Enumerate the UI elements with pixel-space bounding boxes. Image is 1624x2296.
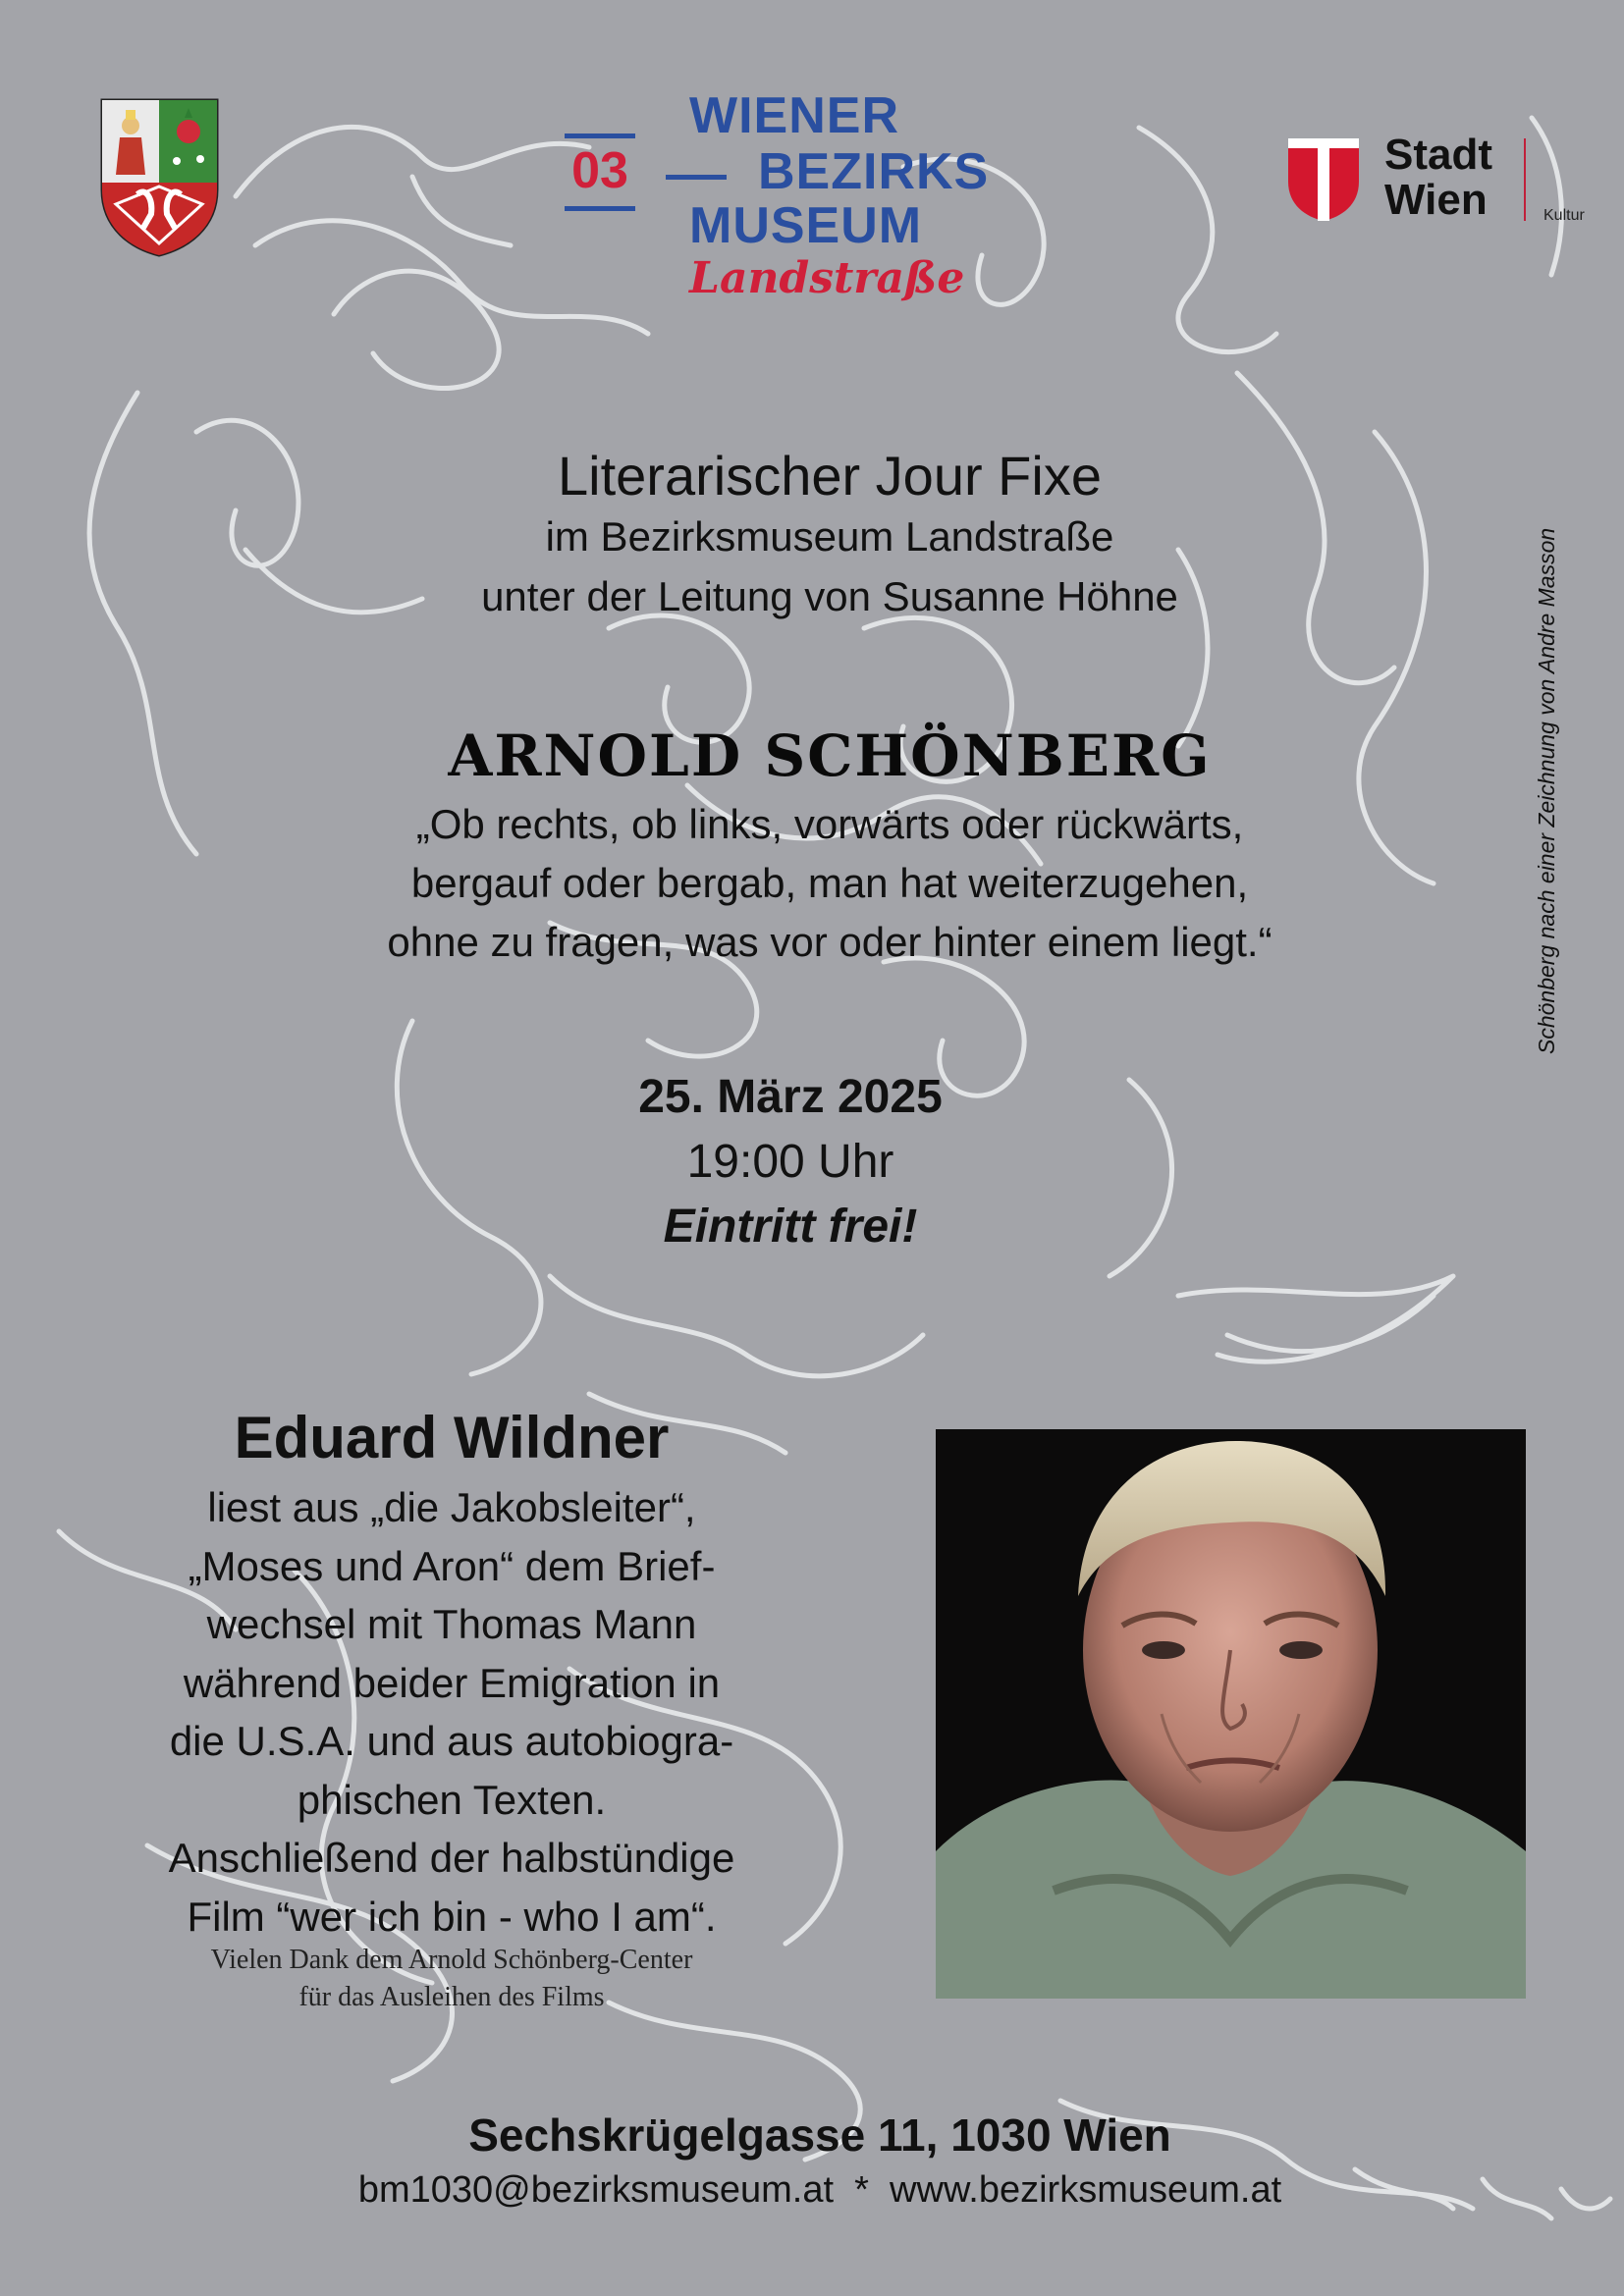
reader-line: Film “wer ich bin - who I am“. [187,1893,717,1940]
event-subject: ARNOLD SCHÖNBERG [448,722,1212,789]
quote-line: ohne zu fragen, was vor oder hinter einem liegt.“ [387,919,1272,965]
stadt-wien-logo [1286,133,1610,231]
event-subtitle-host: unter der Leitung von Susanne Höhne [481,573,1178,619]
quote-line: „Ob rechts, ob links, vorwärts oder rückwärts, [415,801,1244,847]
reader-description [98,1478,805,1946]
reader-line: die U.S.A. und aus autobiogra- [169,1718,734,1764]
event-date: 25. März 2025 [638,1071,943,1123]
event-entry-free: Eintritt frei! [663,1201,918,1253]
address: Sechskrügelgasse 11, 1030 Wien [468,2109,1171,2161]
reader-line: „Moses und Aron“ dem Brief- [188,1542,716,1589]
reader-line: Anschließend der halbstündige [168,1835,735,1881]
reader-line: während beider Emigration in [183,1659,721,1706]
bezirksmuseum-logo [560,87,1011,306]
event-time: 19:00 Uhr [686,1136,894,1188]
thanks-line: für das Ausleihen des Films [298,1982,605,2012]
schoenberg-quote [0,795,1624,972]
reader-line: liest aus „die Jakobsleiter“, [207,1484,696,1530]
event-subtitle-location: im Bezirksmuseum Landstraße [545,513,1114,560]
illustration-credit: Schönberg nach einer Zeichnung von Andre Masson [1534,527,1559,1054]
reader-line: wechsel mit Thomas Mann [206,1601,697,1647]
quote-line: bergauf oder bergab, man hat weiterzugehen, [410,860,1249,906]
museum-district-number: 03 [571,142,628,199]
wien-shield-icon [1286,136,1361,223]
museum-word-wiener: WIENER [689,87,899,144]
thanks-line: Vielen Dank dem Arnold Schönberg-Center [210,1945,693,1975]
museum-word-landstrasse: Landstraße [689,253,965,303]
stadt-wien-line2: Wien [1384,176,1488,224]
museum-word-museum: MUSEUM [689,197,923,254]
museum-word-bezirks: BEZIRKS [758,143,990,200]
stadt-wien-kultur: Kultur [1543,207,1585,224]
reader-name: Eduard Wildner [234,1405,670,1470]
contact-email-website: bm1030@bezirksmuseum.at * www.bezirksmuseum.at [357,2169,1282,2211]
reader-line: phischen Texten. [297,1776,607,1823]
stadt-wien-line1: Stadt [1384,131,1492,179]
film-thanks [98,1942,805,2016]
district-crest-logo [98,96,221,258]
reader-portrait-photo [936,1429,1526,1999]
event-title: Literarischer Jour Fixe [558,445,1102,507]
